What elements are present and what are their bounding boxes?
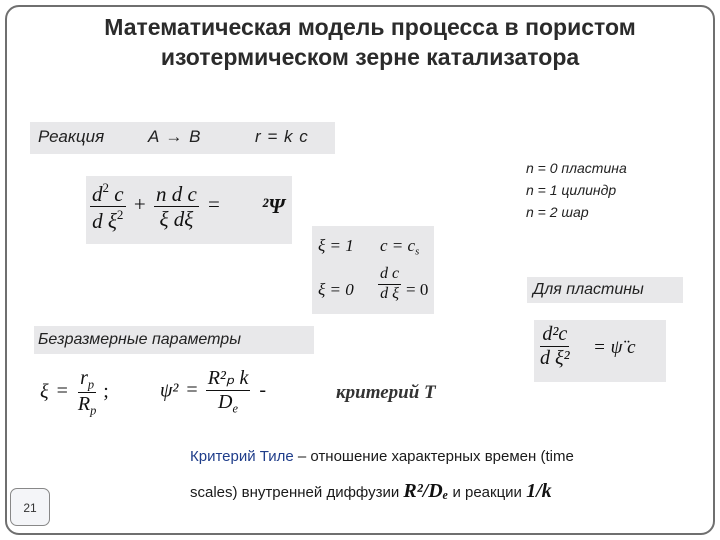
bc1-right: $c = c_s$ <box>380 236 420 258</box>
reaction-rate: r = k c <box>255 127 309 146</box>
equals-sign: = <box>208 192 220 217</box>
thiele-note-line-1: Критерий Тиле – отношение характерных времен (time <box>190 448 574 465</box>
plus-sign: + <box>133 192 146 217</box>
diffusion-time: R²/Dₑ <box>403 480 449 502</box>
first-derivative-fraction: $\frac{\text{n d c}}{\text{ξ dξ}}$ <box>155 182 197 232</box>
slide-number: 21 <box>10 488 50 526</box>
geometry-case-sphere: n = 2 шар <box>526 204 589 220</box>
thiele-criterion-label: критерий Т <box>336 382 436 403</box>
geometry-case-plate: n = 0 пластина <box>526 160 627 176</box>
slide-title-line-2: изотермическом зерне катализатора <box>160 44 580 70</box>
thiele-term: Критерий Тиле <box>190 448 294 465</box>
plate-label: Для пластины <box>533 281 644 298</box>
dimensionless-label: Безразмерные параметры <box>38 331 241 348</box>
geometry-case-cylinder: n = 1 цилиндр <box>526 182 617 198</box>
slide-title-line-1: Математическая модель процесса в пористом <box>104 14 636 40</box>
plate-equation-fraction: $\frac{\text{d²c}}{\text{d ξ²}}$ <box>540 323 570 369</box>
thiele-note-line-2: scales) внутренней диффузии R²/Dₑ и реакции 1/k <box>190 480 552 502</box>
psi-definition: ψ² = $\frac{\text{R²ₚ k}}{D_e}$ - <box>160 367 267 416</box>
psi-term: ²Ψ <box>262 194 286 218</box>
plate-equation-rhs: = ψ̈ c <box>593 337 636 358</box>
bc1-left: ξ = 1 <box>318 236 354 255</box>
main-equation <box>90 181 224 232</box>
bc2-rhs: = 0 <box>406 280 429 299</box>
reaction-time: 1/k <box>526 480 552 502</box>
xi-definition: ξ = $\frac{r_p}{R_p}$ ; <box>40 367 109 418</box>
bc2-derivative: $\frac{\text{d c}}{\text{d ξ}}$ <box>380 265 400 302</box>
second-derivative-fraction: $\frac{d^2 c}{d \xi^2}$ <box>92 180 124 234</box>
bc2-left: ξ = 0 <box>318 280 354 299</box>
reaction-scheme: A → B <box>148 127 202 146</box>
reaction-label: Реакция <box>38 127 105 146</box>
